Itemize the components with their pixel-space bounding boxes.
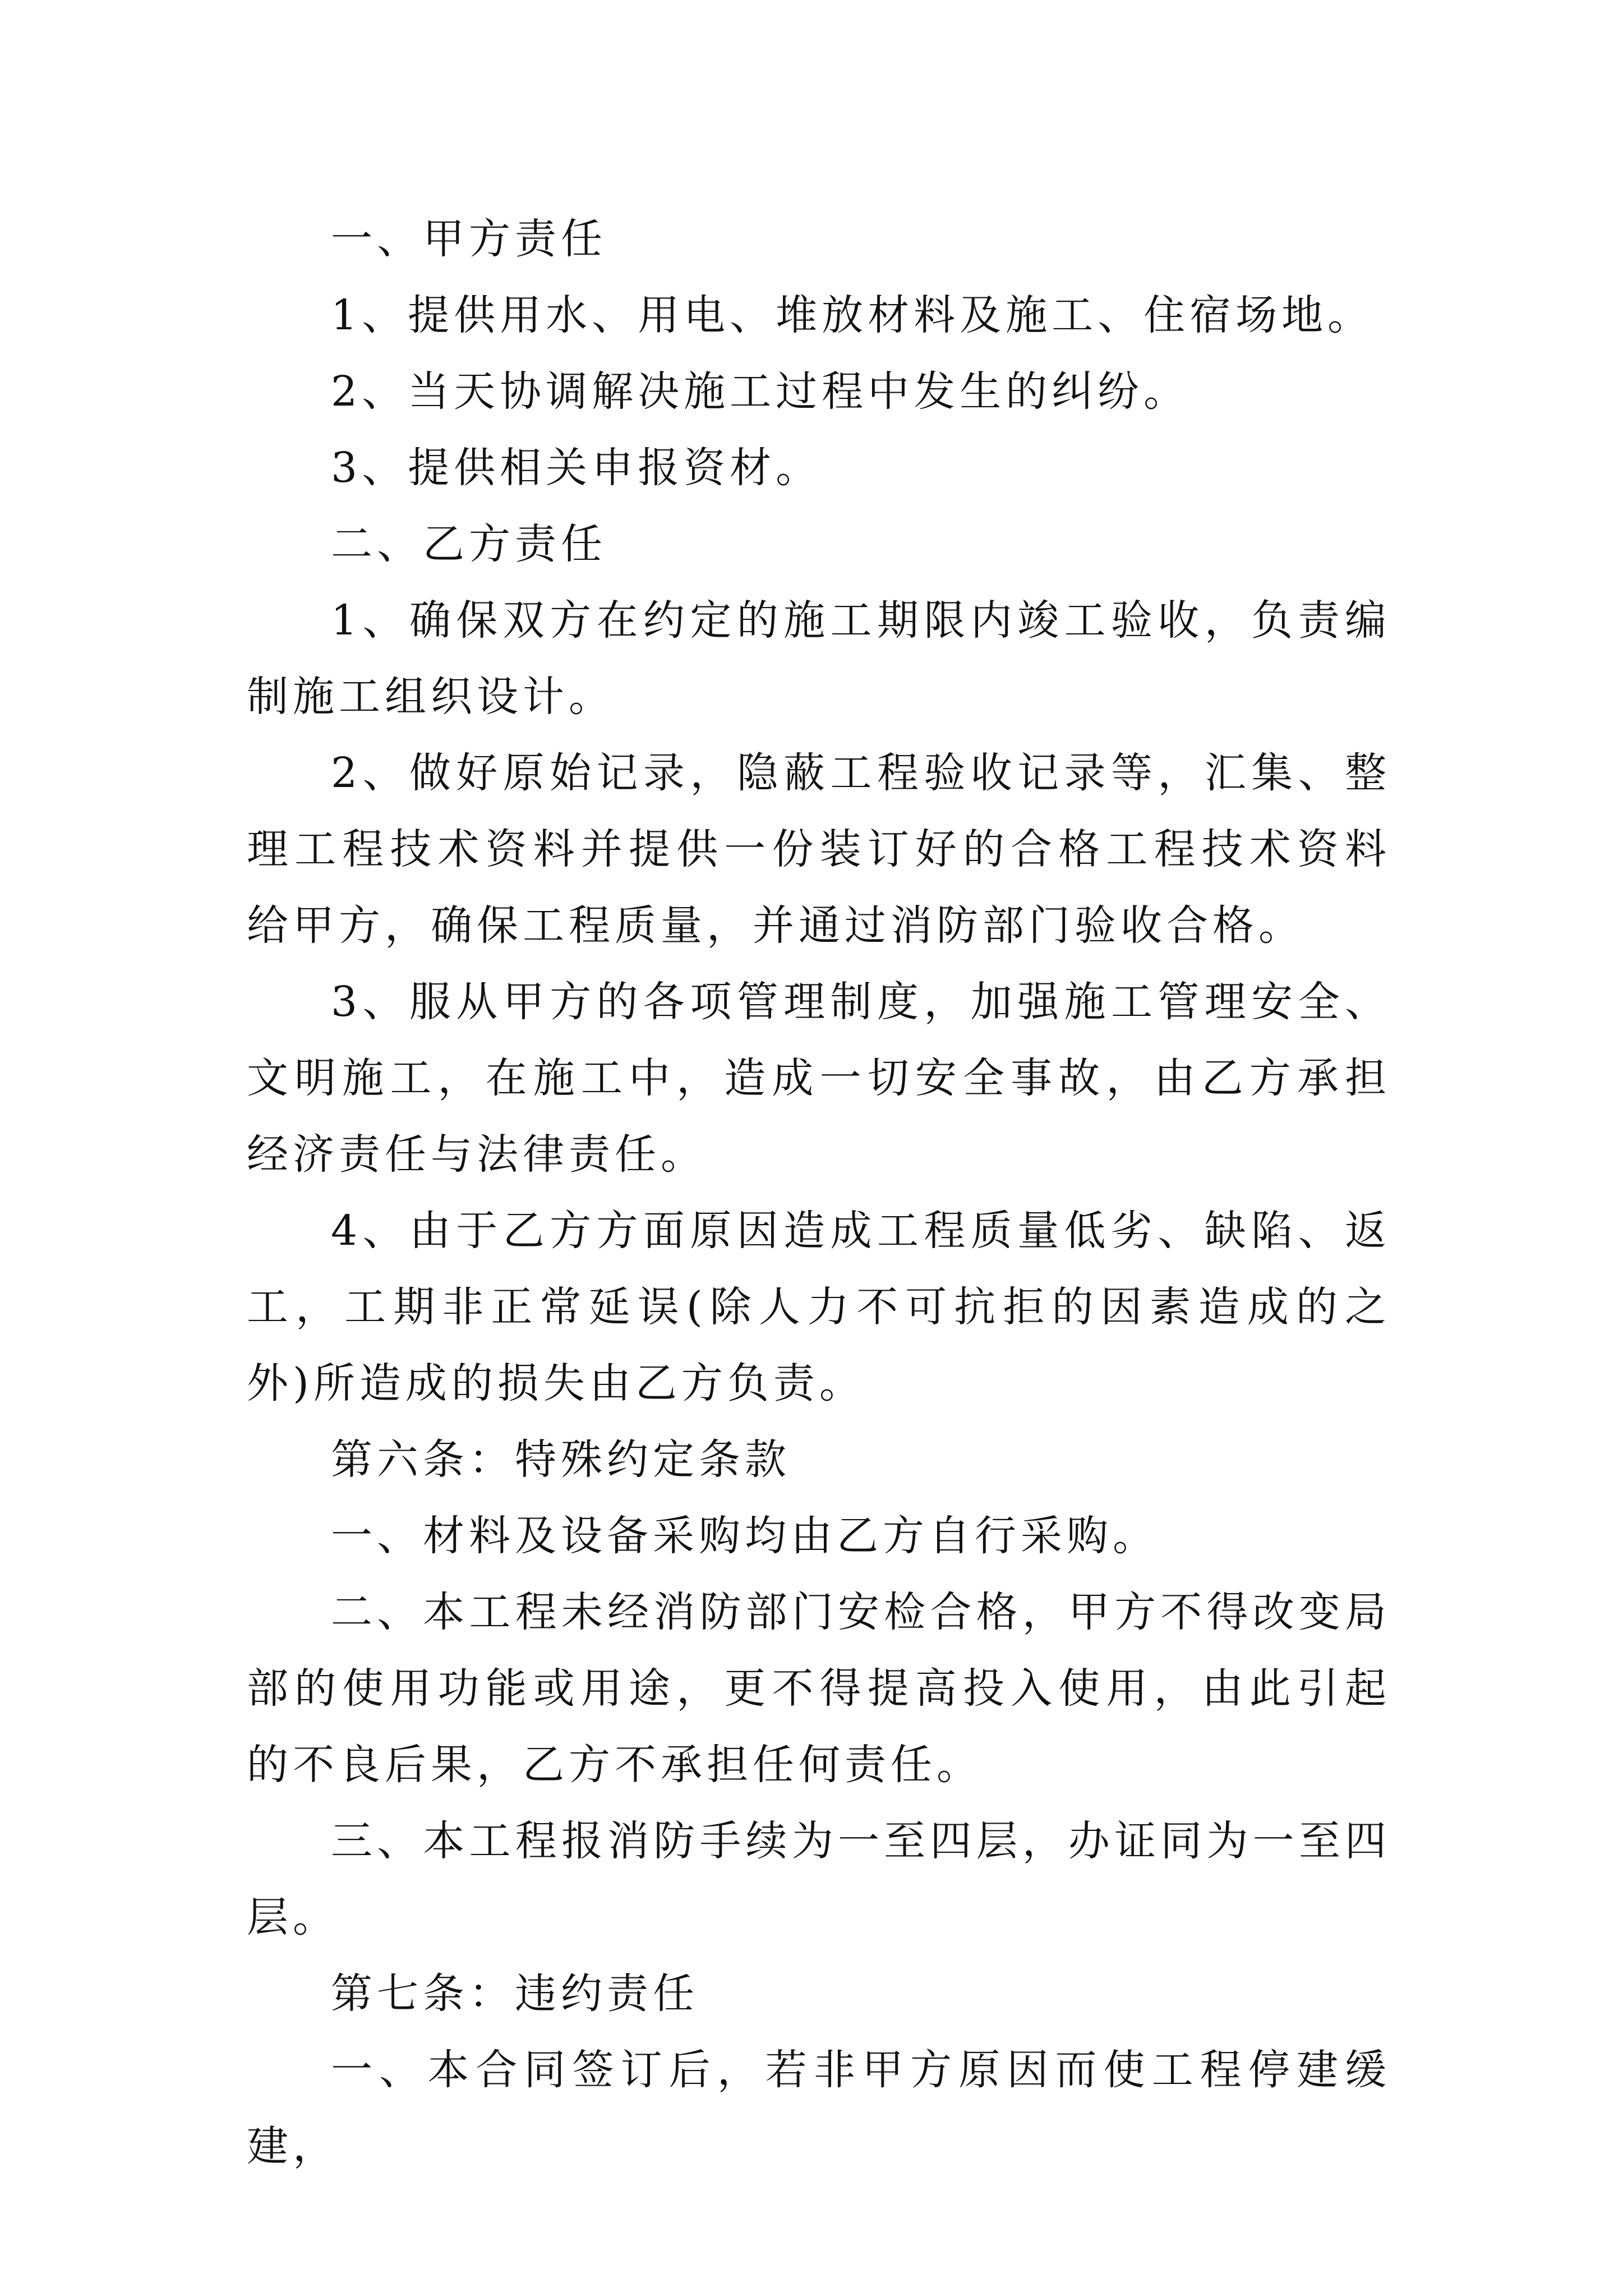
document-body bbox=[247, 201, 1391, 2184]
party-a-item-3: 3、提供相关申报资材。 bbox=[331, 444, 822, 492]
party-a-item-2: 2、当天协调解决施工过程中发生的纠纷。 bbox=[331, 367, 1190, 416]
section-heading-party-a: 一、甲方责任 bbox=[331, 215, 607, 263]
party-a-item-1: 1、提供用水、用电、堆放材料及施工、住宿场地。 bbox=[331, 291, 1374, 339]
party-b-item-2: 2、做好原始记录，隐蔽工程验收记录等，汇集、整理工程技术资料并提供一份装订好的合格工程技术资料给甲方，确保工程质量，并通过消防部门验收合格。 bbox=[247, 749, 1391, 950]
article-7-heading: 第七条：违约责任 bbox=[331, 1970, 699, 2018]
section-heading-party-b: 二、乙方责任 bbox=[331, 520, 607, 568]
party-b-item-3: 3、服从甲方的各项管理制度，加强施工管理安全、文明施工，在施工中，造成一切安全事故，由乙方承担经济责任与法律责任。 bbox=[247, 978, 1391, 1179]
article-6-item-2: 二、本工程未经消防部门安检合格，甲方不得改变局部的使用功能或用途，更不得提高投入使用，由此引起的不良后果，乙方不承担任何责任。 bbox=[247, 1588, 1391, 1789]
article-6-heading: 第六条：特殊约定条款 bbox=[331, 1435, 791, 1484]
article-6-item-3: 三、本工程报消防手续为一至四层，办证同为一至四层。 bbox=[247, 1817, 1391, 1941]
party-b-item-4: 4、由于乙方方面原因造成工程质量低劣、缺陷、返工，工期非正常延误(除人力不可抗拒的因素造成的之外)所造成的损失由乙方负责。 bbox=[247, 1207, 1391, 1407]
article-6-item-1: 一、材料及设备采购均由乙方自行采购。 bbox=[331, 1512, 1159, 1560]
article-7-item-1: 一、本合同签订后，若非甲方原因而使工程停建缓建， bbox=[247, 2046, 1391, 2170]
party-b-item-1: 1、确保双方在约定的施工期限内竣工验收，负责编制施工组织设计。 bbox=[247, 596, 1391, 721]
